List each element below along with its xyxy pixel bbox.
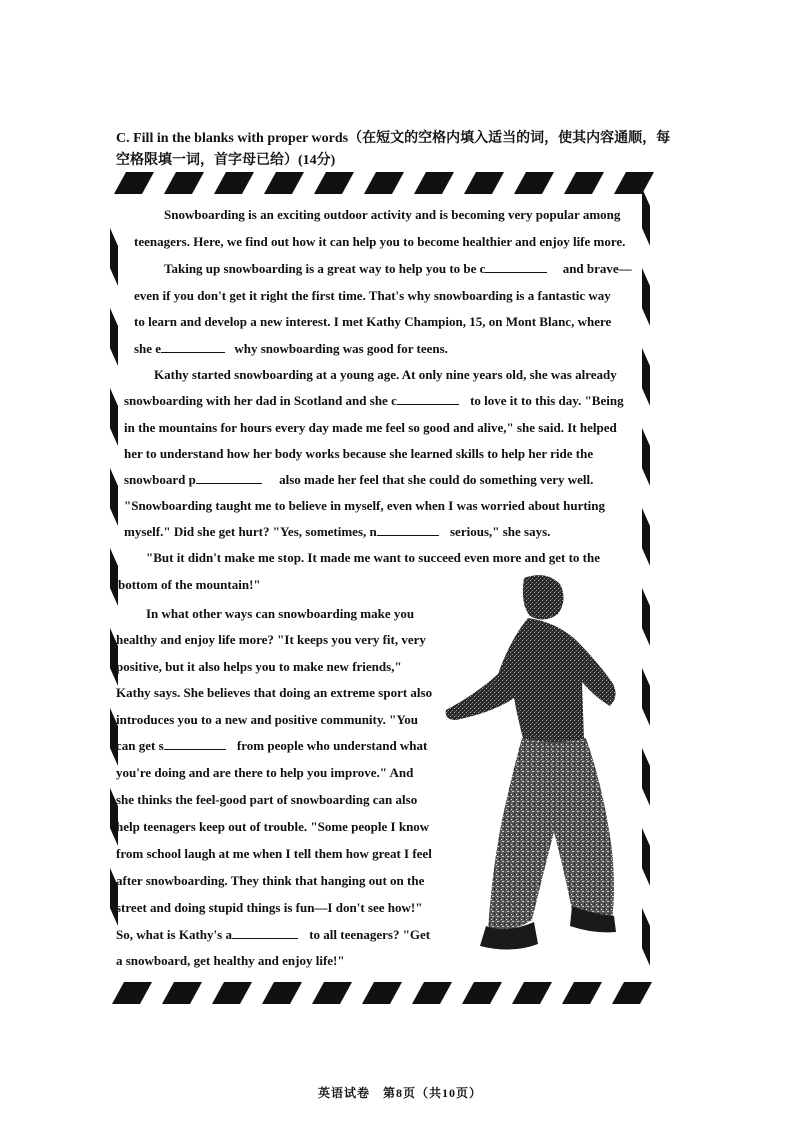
answer-blank-3[interactable] [397, 404, 459, 405]
border-stripe-bottom [412, 982, 452, 1004]
border-stripe-top [314, 172, 354, 194]
border-stripe-top [464, 172, 504, 194]
border-stripe-top [164, 172, 204, 194]
passage-line: healthy and enjoy life more? "It keeps you very fit, very [116, 632, 426, 647]
border-stripe-left [110, 308, 118, 366]
answer-blank-6[interactable] [164, 749, 226, 750]
page-footer: 英语试卷 第8页（共10页） [317, 1086, 482, 1100]
answer-blank-7[interactable] [232, 938, 298, 939]
border-stripe-bottom [262, 982, 302, 1004]
passage-line: in the mountains for hours every day made me feel so good and alive," she said. It helped [124, 420, 617, 435]
border-stripe-left [110, 228, 118, 286]
passage-line: from school laugh at me when I tell them how great I feel [116, 846, 432, 861]
border-stripe-bottom [612, 982, 652, 1004]
border-stripe-right [642, 668, 650, 726]
passage-line: snowboard p also made her feel that she could do something very well. [124, 472, 594, 487]
border-stripe-right [642, 428, 650, 486]
border-stripe-bottom [112, 982, 152, 1004]
passage-line: even if you don't get it right the first time. That's why snowboarding is a fantastic way [134, 288, 611, 303]
heading-line-2: 空格限填一词，首字母已给）(14分) [116, 153, 336, 168]
border-stripe-right [642, 268, 650, 326]
border-stripe-top [264, 172, 304, 194]
answer-blank-2[interactable] [161, 352, 225, 353]
border-stripe-right [642, 828, 650, 886]
border-stripe-bottom [362, 982, 402, 1004]
border-stripe-left [110, 388, 118, 446]
border-stripe-right [642, 908, 650, 966]
exercise-heading [116, 128, 676, 172]
passage-line: after snowboarding. They think that hanging out on the [116, 873, 425, 888]
border-stripe-right [642, 348, 650, 406]
border-stripe-right [642, 588, 650, 646]
border-stripe-right [642, 508, 650, 566]
border-stripe-right [642, 748, 650, 806]
passage-line: positive, but it also helps you to make new friends," [116, 659, 402, 674]
passage-line: Taking up snowboarding is a great way to help you to be c and brave— [164, 261, 632, 276]
border-stripe-top [364, 172, 404, 194]
border-stripe-left [110, 548, 118, 606]
passage-line: bottom of the mountain!" [118, 577, 261, 592]
passage-line: Kathy says. She believes that doing an extreme sport also [116, 685, 433, 700]
heading-line-1: C. Fill in the blanks with proper words（在短文的空格内填入适当的词，使其内容通顺，每 [116, 131, 671, 146]
border-stripe-right [642, 188, 650, 246]
passage-line: you're doing and are there to help you improve." And [116, 765, 414, 780]
border-stripe-top [214, 172, 254, 194]
passage-line: can get s from people who understand what [116, 738, 428, 753]
border-stripe-top [614, 172, 654, 194]
border-stripe-top [414, 172, 454, 194]
passage-line: So, what is Kathy's a to all teenagers? "Get [116, 927, 431, 942]
border-stripe-bottom [312, 982, 352, 1004]
passage-line: In what other ways can snowboarding make you [146, 606, 415, 621]
passage-line: to learn and develop a new interest. I met Kathy Champion, 15, on Mont Blanc, where [134, 314, 612, 329]
passage-line: teenagers. Here, we find out how it can help you to become healthier and enjoy life more. [134, 234, 626, 249]
border-stripe-top [114, 172, 154, 194]
border-stripe-bottom [512, 982, 552, 1004]
border-stripe-bottom [162, 982, 202, 1004]
passage-line: "But it didn't make me stop. It made me want to succeed even more and get to the [146, 550, 600, 565]
passage-line: snowboarding with her dad in Scotland and she c to love it to this day. "Being [124, 393, 624, 408]
passage-line: a snowboard, get healthy and enjoy life!" [116, 953, 345, 968]
passage-line: her to understand how her body works because she learned skills to help her ride the [124, 446, 594, 461]
passage-line: myself." Did she get hurt? "Yes, sometimes, n serious," she says. [124, 524, 551, 539]
passage-line: Snowboarding is an exciting outdoor activity and is becoming very popular among [164, 207, 621, 222]
passage-line: "Snowboarding taught me to believe in myself, even when I was worried about hurting [124, 498, 606, 513]
passage-line: she thinks the feel-good part of snowboarding can also [116, 792, 418, 807]
border-stripe-bottom [562, 982, 602, 1004]
passage-line: introduces you to a new and positive community. "You [116, 712, 419, 727]
passage-line: she e why snowboarding was good for teens. [134, 341, 448, 356]
answer-blank-1[interactable] [485, 272, 547, 273]
border-stripe-top [514, 172, 554, 194]
border-stripe-bottom [462, 982, 502, 1004]
snowboarder-photo [436, 570, 626, 960]
border-stripe-bottom [212, 982, 252, 1004]
answer-blank-5[interactable] [377, 535, 439, 536]
passage-line: help teenagers keep out of trouble. "Some people I know [116, 819, 430, 834]
passage-line: street and doing stupid things is fun—I don't see how!" [116, 900, 423, 915]
border-stripe-top [564, 172, 604, 194]
passage-line: Kathy started snowboarding at a young age. At only nine years old, she was already [154, 367, 617, 382]
answer-blank-4[interactable] [196, 483, 262, 484]
border-stripe-left [110, 468, 118, 526]
